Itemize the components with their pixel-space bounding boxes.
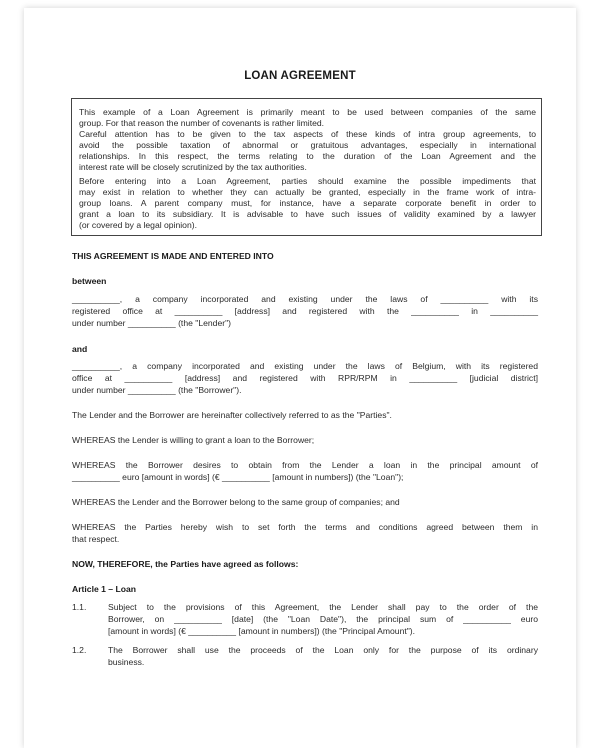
borrower-line: __________, a company incorporated and existing under the laws of Belgium, with its registered xyxy=(72,361,538,371)
whereas-line: WHEREAS the Parties hereby wish to set forth the terms and conditions agreed between them in xyxy=(72,522,538,532)
made-heading: THIS AGREEMENT IS MADE AND ENTERED INTO xyxy=(72,251,274,261)
lender-line: registered office at __________ [address] and registered with the __________ in __________ xyxy=(72,306,538,316)
whereas-line: that respect. xyxy=(72,534,120,544)
article-1-heading: Article 1 – Loan xyxy=(72,584,136,594)
document-title: LOAN AGREEMENT xyxy=(244,70,356,82)
lender-line: under number __________ (the "Lender") xyxy=(72,318,231,328)
clause-line: business. xyxy=(108,657,145,667)
intro-line: interest rate will be closely scrutinized by the tax authorities. xyxy=(79,162,307,172)
clause-number: 1.1. xyxy=(72,602,87,612)
between-label: between xyxy=(72,276,107,286)
clause-line: The Borrower shall use the proceeds of the Loan only for the purpose of its ordinary xyxy=(108,645,538,655)
intro-line: (or covered by a legal opinion). xyxy=(79,220,197,230)
borrower-line: under number __________ (the "Borrower"). xyxy=(72,385,242,395)
parties-line: The Lender and the Borrower are hereinafter collectively referred to as the "Parties". xyxy=(72,410,392,420)
whereas-line: __________ euro [amount in words] (€ __________ [amount in numbers]) (the "Loan"); xyxy=(72,472,404,482)
clause-line: Subject to the provisions of this Agreement, the Lender shall pay to the order of the xyxy=(108,602,538,612)
intro-line: Careful attention has to be given to the tax aspects of these kinds of intra group agreements, to xyxy=(79,129,536,139)
clause-line: Borrower, on __________ [date] (the "Loan Date"), the principal sum of __________ euro xyxy=(108,614,538,624)
whereas-line: WHEREAS the Borrower desires to obtain from the Lender a loan in the principal amount of xyxy=(72,460,538,470)
intro-line: This example of a Loan Agreement is primarily meant to be used between companies of the same xyxy=(79,107,536,117)
intro-line: avoid the possible taxation of abnormal or gratuitous advantages, especially in international xyxy=(79,140,536,150)
intro-line: Before entering into a Loan Agreement, parties should examine the possible impediments that xyxy=(79,176,536,186)
clause-number: 1.2. xyxy=(72,645,87,655)
and-label: and xyxy=(72,344,88,354)
intro-line: group loans. A parent company must, for instance, have a separate corporate benefit in order to xyxy=(79,198,536,208)
therefore-heading: NOW, THEREFORE, the Parties have agreed as follows: xyxy=(72,559,299,569)
intro-line: relationships. In this respect, the terms relating to the duration of the Loan Agreement and the xyxy=(79,151,536,161)
clause-line: [amount in words] (€ __________ [amount in numbers]) (the "Principal Amount"). xyxy=(108,626,416,636)
borrower-line: office at __________ [address] and registered with RPR/RPM in __________ [judicial district] xyxy=(72,373,538,383)
intro-line: grant a loan to its subsidiary. It is advisable to have such issues of validity examined by a lawyer xyxy=(79,209,536,219)
intro-line: group. For that reason the number of covenants is rather limited. xyxy=(79,118,325,128)
whereas-line: WHEREAS the Lender and the Borrower belong to the same group of companies; and xyxy=(72,497,400,507)
whereas-line: WHEREAS the Lender is willing to grant a loan to the Borrower; xyxy=(72,435,315,445)
lender-line: __________, a company incorporated and existing under the laws of __________ with its xyxy=(72,294,538,304)
intro-line: may exist in relation to whether they can actually be granted, especially in the frame work of intra- xyxy=(79,187,536,197)
